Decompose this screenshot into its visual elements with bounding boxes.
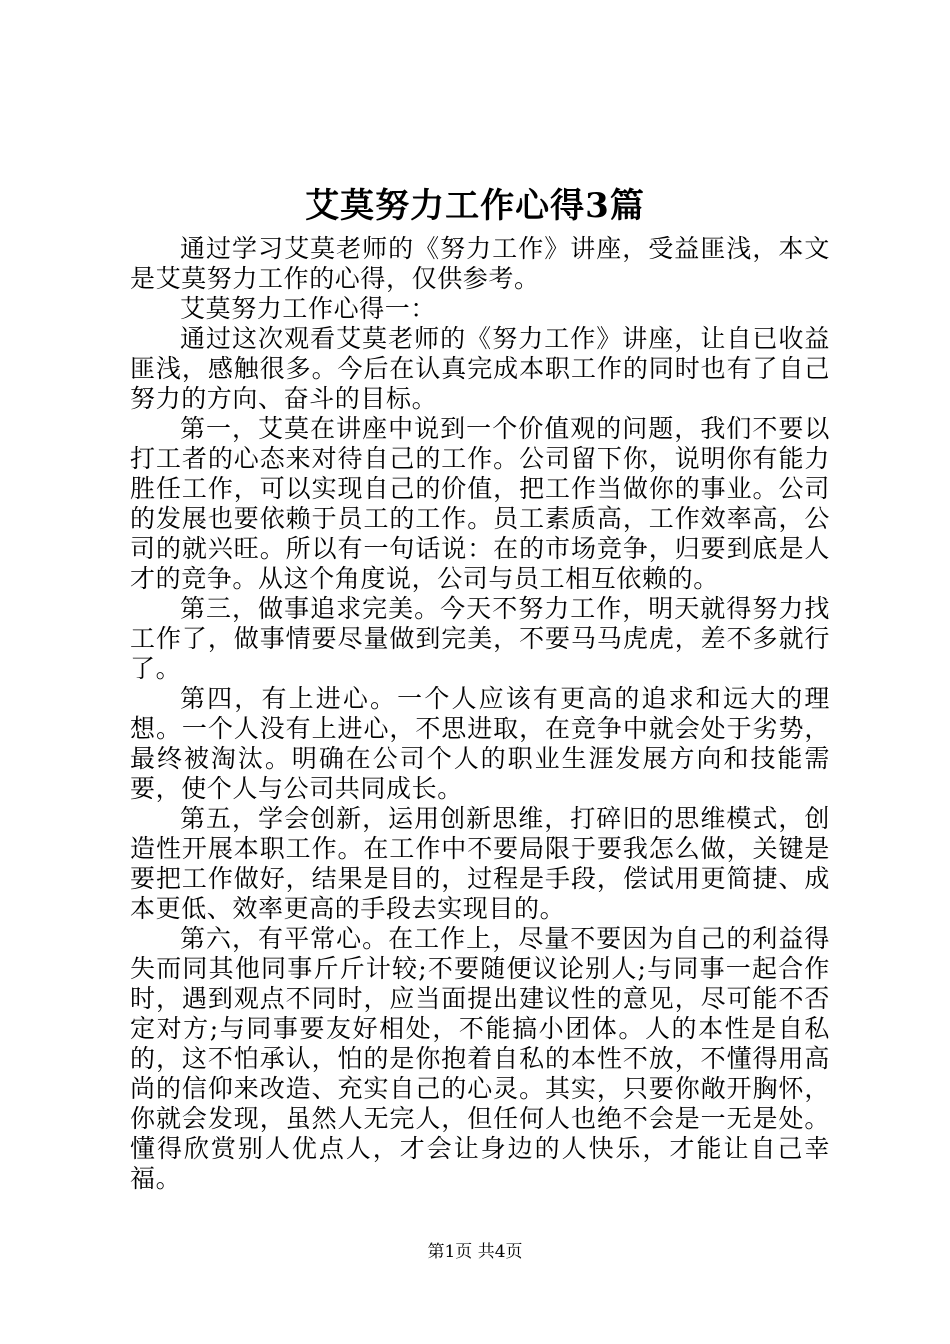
paragraph-intro: 通过学习艾莫老师的《努力工作》讲座，受益匪浅，本文是艾莫努力工作的心得，仅供参考。 bbox=[130, 234, 830, 293]
paragraph-point-six: 第六，有平常心。在工作上，尽量不要因为自己的利益得失而同其他同事斤斤计较;不要随便议论别人;与同事一起合作时，遇到观点不同时，应当面提出建议性的意见，尽可能不否定对方;与同事要友好相处，不能搞小团体。人的本性是自私的，这不怕承认，怕的是你抱着自私的本性不放，不懂得用高尚的信仰来改造、充实自己的心灵。其实，只要你敞开胸怀，你就会发现，虽然人无完人，但任何人也绝不会是一无是处。懂得欣赏别人优点人，才会让身边的人快乐，才能让自己幸福。 bbox=[130, 924, 830, 1193]
page-footer: 第1页 共4页 bbox=[427, 1242, 523, 1262]
paragraph-point-three: 第三，做事追求完美。今天不努力工作，明天就得努力找工作了，做事情要尽量做到完美，不要马马虎虎，差不多就行了。 bbox=[130, 594, 830, 683]
paragraph-point-one: 第一，艾莫在讲座中说到一个价值观的问题，我们不要以打工者的心态来对待自己的工作。公司留下你，说明你有能力胜任工作，可以实现自己的价值，把工作当做你的事业。公司的发展也要依赖于员工的工作。员工素质高，工作效率高，公司的就兴旺。所以有一句话说：在的市场竞争，归要到底是人才的竞争。从这个角度说，公司与员工相互依赖的。 bbox=[130, 414, 830, 593]
paragraph-opening: 通过这次观看艾莫老师的《努力工作》讲座，让自已收益匪浅，感触很多。今后在认真完成本职工作的同时也有了自己努力的方向、奋斗的目标。 bbox=[130, 324, 830, 413]
paragraph-point-five: 第五，学会创新，运用创新思维，打碎旧的思维模式，创造性开展本职工作。在工作中不要局限于要我怎么做，关键是要把工作做好，结果是目的，过程是手段，偿试用更简捷、成本更低、效率更高的手段去实现目的。 bbox=[130, 804, 830, 923]
document-body bbox=[130, 234, 830, 1194]
document-title: 艾莫努力工作心得3篇 bbox=[305, 186, 645, 226]
paragraph-point-four: 第四，有上进心。一个人应该有更高的追求和远大的理想。一个人没有上进心，不思进取，在竞争中就会处于劣势，最终被淘汰。明确在公司个人的职业生涯发展方向和技能需要，使个人与公司共同成长。 bbox=[130, 684, 830, 803]
paragraph-section-heading: 艾莫努力工作心得一： bbox=[180, 294, 437, 323]
